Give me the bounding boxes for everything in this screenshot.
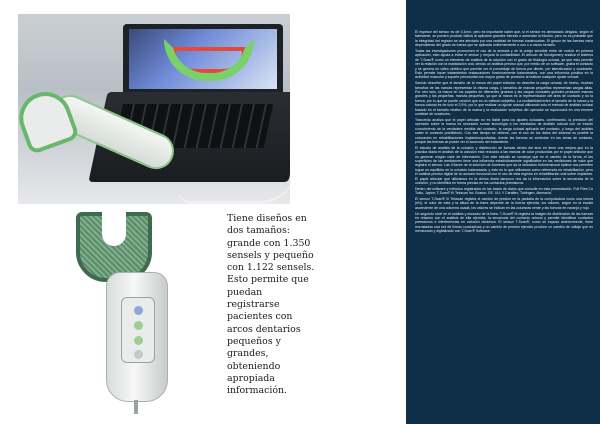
body-paragraph: Todas las investigaciones promueven el uso de la sensela y de la cotejo sensible entre de noción en primera aplicación, esto ayuda a evitar el sensor y mejorar la confiabilidad. El artículo de Montgomery analiza el sistema de T-Scan® como un elemento de análisis de la oclusión con el grado de fisiología oclusal, ya que esto permite ver la relación con la masticación oral, siendo un análisis preciso que, por medio de un software, graba el contacto y se genera un video cinético que permite ver el porcentaje de fuerza por diente, por lateralización y cuadrante. Esto permite hacer tratamientos restauradores funcionalmente balanceados, con una influencia positiva en la actividad muscular y soporte periodontal con mayor grado de precisión al realizar cualquier ajuste oclusal. [415, 49, 593, 80]
body-paragraph: El estudio de análisis de la oclusión y distribución de fuerzas dentro del arco en tiene una mejora que en la práctica diaria el análisis de la oclusión está reducido a las marcas de color producidas por el papel articular que no generan ningún valor de información. Con este estudio se concluye que en el cambio de la forma, el las superficies de las mediciones tiene una influencia estadísticamente significativa en las mediciones de valor que registra el sensor. Las ll llaves de la solución de Andrews que da la ubicación tridimensional óptima nos permiten lograr un equilibrio en la oclusión balanceada, y esto es lo que utilizamos como referencia en rehabilitación, pero el análisis preciso digital de la oclusión funcional con el uso de esta registro en rehabilitación oral sobre implantes. El papel articular que utilizamos en la clínica diaria tampoco nos da la información sobre la secuencia de la oclusión, y no identifica en forma precisa en los contactos prematuros. [415, 145, 593, 185]
body-paragraph: Dentro del software y métodos registrados en las bases de datos que consulte en esta presentación. Full Files Co Tokio, Japón; T-Scan® III Tekscan Inc. Boston, EE. UU; Y Caraflex, Tubingen, Alemania. [415, 186, 593, 196]
handpiece-body [106, 272, 168, 402]
text-sidebar [406, 0, 600, 424]
indicator-led-icon [134, 306, 143, 315]
body-paragraph: El espesor del sensor es de 0,1mm, pero es importante saber que, si el sensor es demasiado delgado, según el fabricante, se pueden producir daños al aplicarse grandes fuerzas o aumentar la fricción, pero no es probable que la integridad del registro se vea afectado por una cantidad de fuerzas inadecuadas. El grosor de las fuerzas varía dependiendo del grado de fuerza que se aplicada uniformemente a uno o a varios sensels. [415, 30, 593, 48]
body-paragraph: Saviolo describe que el tamaño de la marca del papel articular no describe la carga oclusal, de hecho, muchas tamaños de las marcas representan la misma carga, y tamaños de marcas pequeñas representan cargas altas. Por otro lado, la marca en los papeles en diferentes gruesos y las cargas oclusales grandes producen marcas grandes y las pequeñas, marcas pequeñas, ya que la marca es la representación del área de contacto y no la fuerza, por lo que se puede concluir que es un método subjetivo. La confiabilidad entre el tamaño de la marca y la fuerza oclusal es de solo el 2,5%, por lo que realizar un ajuste oclusal utilizando solo el método de análisis oclusal basado en el tamaño relativo de la marca y la evaluación subjetiva del operador se equivocará en una enorme cantidad de ocasiones. [415, 81, 593, 117]
indicator-led-icon [134, 350, 143, 359]
sensor-cable [178, 164, 290, 204]
body-paragraph: El sensor T-Scan® III Tekscan registra el cambio de presión en la pantalla de la computadora como una fuerza (nN), el color de esta y la altura de la barra depende de la fuerza ejercida, los valores, según en la escala ascendente de una columna usada, los valores se indican en las columnas verde y las fuerzas en naranja y rojo. [415, 196, 593, 210]
dental-arch-graphic [164, 39, 254, 81]
occlusion-map-display [129, 29, 277, 89]
body-paragraph: Trancredo analiza que el papel articular no es fiable para los ajustes oclusales, confirmando, la precisión del operador sobre la marca es necesario sumar tecnología a los resultados de análisis oclusal con un exacto conocimiento de la verdadera medida del contacto, la carga oclusal aplicada del contacto, y luego del análisis saber el contacto prohibitorio. Con ese tiempo se obtiene, con el uso de los datos del sistema es posible la colocación en rehabilitaciones implantosoportadas, donde las fuerzas se controlan en las áreas de contacto, porque las fuerzas se puede ver el acomodo del tratamiento. [415, 117, 593, 144]
body-paragraph: Un segundo nivel en el análisis y escaneo de la línea. T-Scan® III registra la imagen de distribución de las fuerzas en relación con el análisis de ella ejercida, la secuencia del contacto oclusal y permite identificar contactos prematuros e interferencias en oclusión dinámica. El sensor T-Scan®, como se expuso anteriormente, tiene incrustados una red de líneas conductivas y un cambio de presión ejercido produce un cambio de voltaje que es mensurado y digitalizado con T-Scan® Software. [415, 211, 593, 234]
indicator-led-icon [134, 336, 143, 345]
t-scan-device-photo [62, 212, 212, 412]
body-text [415, 30, 593, 235]
handpiece-cable [134, 400, 138, 414]
laptop-sensor-photo [18, 14, 290, 204]
handpiece-control-panel [121, 297, 155, 363]
indicator-led-icon [134, 321, 143, 330]
laptop-screen [123, 24, 283, 94]
device-caption: Tiene diseños en dos tamaños: grande con 1.350 sensels y pequeño con 1.122 sensels. Esto permite que puedan registrarse pacientes con arcos dentarios pequeños y grandes, obteniendo apropiada información. [227, 213, 315, 397]
